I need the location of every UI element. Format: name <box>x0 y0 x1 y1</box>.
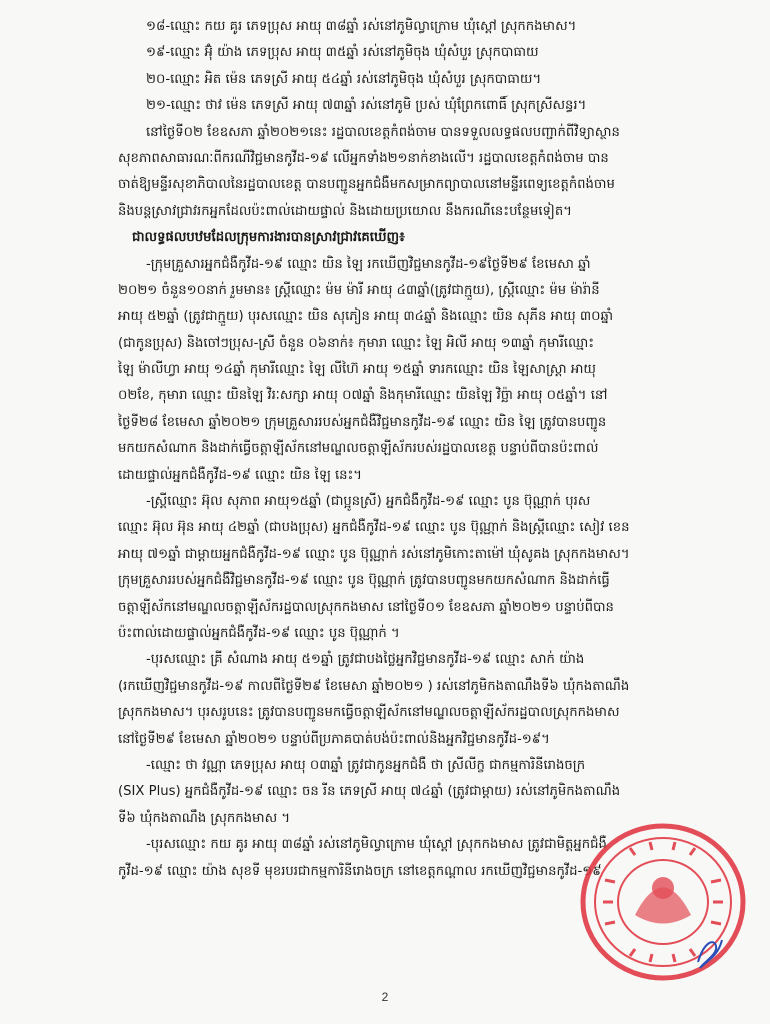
paragraph-line: (SIX Plus) អ្នកជំងឺកូវីដ-១៩ ឈ្មោះ ចន រីន ភេទស្រី អាយុ ៧៤ឆ្នាំ (ត្រូវជាម្ដាយ) រស់នៅភូមិកងតាណឹង <box>118 784 621 800</box>
paragraph-line: ឈ្មោះ អ៊ុល អ៊ុន អាយុ ៤២ឆ្នាំ (ជាបងប្រុស) អ្នកជំងឺកូវីដ-១៩ ឈ្មោះ បូន ប៊ុណ្ណាក់ និងស្ត្រីឈ្មោះ សៀវ ខេន <box>118 520 630 536</box>
document-body <box>118 14 718 885</box>
list-item: ២០-ឈ្មោះ អិត ម៉េន ភេទស្រី អាយុ ៥៤ឆ្នាំ រស់នៅភូមិចុង ឃុំសំបួរ ស្រុកបាធាយ។ <box>146 71 542 87</box>
paragraph-line: អាយុ ៧១ឆ្នាំ ជាម្ដាយអ្នកជំងឺកូវីដ-១៩ ឈ្មោះ បូន ប៊ុណ្ណាក់ រស់នៅភូមិកោះតាម៉ៅ ឃុំសូគង ស្រុកកងមាស។ <box>118 546 630 562</box>
paragraph-line: ស្រុកកងមាស។ បុរសរូបនេះ ត្រូវបានបញ្ជូនមកធ្វើចត្តាឡីស័កនៅមណ្ឌលចត្តាឡីស័ករដ្ឋបាលស្រុកកងមាស <box>118 705 620 721</box>
list-item: ២១-ឈ្មោះ ថាវ ម៉េន ភេទស្រី អាយុ ៧៣ឆ្នាំ រស់នៅភូមិ ប្រស់ ឃុំព្រែកពោធិ៍ ស្រុកស្រីសន្ធរ។ <box>146 98 587 114</box>
paragraph-line: អាយុ ៥២ឆ្នាំ (ត្រូវជាក្មួយ) បុរសឈ្មោះ យិន សុភៀន អាយុ ៣៤ឆ្នាំ និងឈ្មោះ យិន សុភីន អាយុ ៣០ឆ្នាំ <box>118 309 614 325</box>
paragraph-line: ដោយផ្ទាល់អ្នកជំងឺកូវីដ-១៩ ឈ្មោះ យិន ឡៃ នេះ។ <box>118 467 363 483</box>
paragraph-line: ០២ខែ, កុមារា ឈ្មោះ យិនឡៃ វិរៈសក្សា អាយុ ០៧ឆ្នាំ និងកុមារីឈ្មោះ យិនឡៃ វិច្ឆ៉ា អាយុ ០៥ឆ្នាំ។ នៅ <box>118 388 608 404</box>
section-heading: ជាលទ្ធផលបឋមដែលក្រុមការងារបានស្រាវជ្រាវគេឃើញ៖ <box>132 230 405 246</box>
list-item: ១៨-ឈ្មោះ កយ គូរ ភេទប្រុស អាយុ ៣៨ឆ្នាំ រស់នៅភូមិល្វាក្រោម ឃុំស្ដៅ ស្រុកកងមាស។ <box>146 19 577 34</box>
paragraph-line: ចាត់ឱ្យមន្ទីរសុខាភិបាលនៃរដ្ឋបាលខេត្ត បានបញ្ជូនអ្នកជំងឺមកសម្រាកព្យាបាលនៅមន្ទីរពេទ្យខេត្តកំពង់ចាម <box>118 177 615 193</box>
paragraph-line: និងបន្តស្រាវជ្រាវរកអ្នកដែលប៉ះពាល់ដោយផ្ទាល់ និងដោយប្រយោល នឹងករណីនេះបន្ថែមទៀត។ <box>118 203 572 219</box>
paragraph-line: -បុរសឈ្មោះ កយ គូរ អាយុ ៣៨ឆ្នាំ រស់នៅភូមិល្វាក្រោម ឃុំស្ដៅ ស្រុកកងមាស ត្រូវជាមិត្តអ្នកជំងឺ <box>146 837 607 853</box>
signature-icon <box>690 932 726 972</box>
paragraph-line: សុខភាពសាធារណៈពីករណីវិជ្ជមានកូវីដ-១៩ លើអ្នកទាំង២១នាក់ខាងលើ។ រដ្ឋបាលខេត្តកំពង់ចាម បាន <box>118 150 609 166</box>
paragraph-line: -ឈ្មោះ ថា វណ្ណា ភេទប្រុស អាយុ ០៣ឆ្នាំ ត្រូវជាកូនអ្នកជំងឺ ថា ស្រីលីក្ខ ជាកម្មការិនីរោងចក្រ <box>146 757 586 773</box>
paragraph-line: -បុរសឈ្មោះ គ្រី សំណាង អាយុ ៥១ឆ្នាំ ត្រូវជាបងថ្លៃអ្នកវិជ្ជមានកូវីដ-១៩ ឈ្មោះ សាក់ យ៉ាង <box>146 652 585 668</box>
paragraph-line: នៅថ្ងៃទី០២ ខែឧសភា ឆ្នាំ២០២១នេះ រដ្ឋបាលខេត្តកំពង់ចាម បានទទួលលទ្ធផលបញ្ជាក់ពីវិទ្យាស្ថាន <box>146 124 620 140</box>
paragraph-line: ក្រុមគ្រួសាររបស់អ្នកជំងឺវិជ្ជមានកូវីដ-១៩ ឈ្មោះ បូន ប៊ុណ្ណាក់ ត្រូវបានបញ្ជូនមកយកសំណាក និងដាក់ធ្វើ <box>118 573 610 589</box>
paragraph-line: ឡៃ ម៉ាលីហ្វា អាយុ ១៤ឆ្នាំ កុមារីឈ្មោះ ឡៃ លីហ៊ៃ អាយុ ១៥ឆ្នាំ ទារកឈ្មោះ យិន ឡៃសាស្ត្រា អាយុ <box>118 362 596 378</box>
page-number: 2 <box>381 990 389 1004</box>
paragraph-line: ចត្តាឡីស័កនៅមណ្ឌលចត្តាឡីស័ករដ្ឋបាលស្រុកកងមាស នៅថ្ងៃទី០១ ខែឧសភា ឆ្នាំ២០២១ បន្ទាប់ពីបាន <box>118 599 614 615</box>
paragraph-line: ប៉ះពាល់ដោយផ្ទាល់អ្នកជំងឺកូវីដ-១៩ ឈ្មោះ បូន ប៊ុណ្ណាក់ ។ <box>118 625 400 641</box>
paragraph-line: ថ្ងៃទី២៨ ខែមេសា ឆ្នាំ២០២១ ក្រុមគ្រួសាររបស់អ្នកជំងឺវិជ្ជមានកូវីដ-១៩ ឈ្មោះ យិន ឡៃ ត្រូវបានបញ្ជូន <box>118 414 607 430</box>
list-item: ១៩-ឈ្មោះ អ៊ុំ យ៉ាង ភេទប្រុស អាយុ ៣៥ឆ្នាំ រស់នៅភូមិចុង ឃុំសំបួរ ស្រុកបាធាយ <box>146 45 539 61</box>
paragraph-line: មកយកសំណាក និងដាក់ធ្វើចត្តាឡីស័កនៅមណ្ឌលចត្តាឡីស័ករបស់រដ្ឋបាលខេត្ត បន្ទាប់ពីបានប៉ះពាល់ <box>118 441 599 457</box>
paragraph-line: (ជាកូនប្រុស) និងចៅៗប្រុស-ស្រី ចំនួន ០៦នាក់៖ កុមារា ឈ្មោះ ឡៃ អិលី អាយុ ១៣ឆ្នាំ កុមារីឈ្មោះ <box>118 335 595 351</box>
paragraph-line: -ក្រុមគ្រួសារអ្នកជំងឺកូវីដ-១៩ ឈ្មោះ យិន ឡៃ រកឃើញវិជ្ជមានកូវីដ-១៩ថ្ងៃទី២៩ ខែមេសា ឆ្នាំ <box>146 256 591 272</box>
paragraph-line: ២០២១ ចំនួន១០នាក់ រួមមាន៖ ស្ត្រីឈ្មោះ ម៉ម ម៉ារី អាយុ ៤៣ឆ្នាំ(ត្រូវជាក្មួយ), ស្ត្រីឈ្មោះ ម៉ម ម៉ារ៉ានី <box>118 282 600 298</box>
paragraph-line: (រកឃើញវិជ្ជមានកូវីដ-១៩ កាលពីថ្ងៃទី២៩ ខែមេសា ឆ្នាំ២០២១ ) រស់នៅភូមិកងតាណឹងទី៦ ឃុំកងតាណឹង <box>118 678 630 694</box>
paragraph-line: ទី៦ ឃុំកងតាណឹង ស្រុកកងមាស ។ <box>118 810 291 826</box>
paragraph-line: -ស្ត្រីឈ្មោះ អ៊ុល សុភាព អាយុ១៥ឆ្នាំ (ជាប្អូនស្រី) អ្នកជំងឺកូវីដ-១៩ ឈ្មោះ បូន ប៊ុណ្ណាក់ បុរស <box>146 494 591 510</box>
paragraph-line: នៅថ្ងៃទី២៩ ខែមេសា ឆ្នាំ២០២១ បន្ទាប់ពីប្រភាគបាត់បង់ប៉ះពាល់និងអ្នកវិជ្ជមានកូវីដ-១៩។ <box>118 731 550 747</box>
paragraph-line: កូវីដ-១៩ ឈ្មោះ យ៉ាង សុខទី មុខរបរជាកម្មការិនីរោងចក្រ នៅខេត្តកណ្ដាល រកឃើញវិជ្ជមានកូវីដ-១៩ <box>118 863 602 879</box>
